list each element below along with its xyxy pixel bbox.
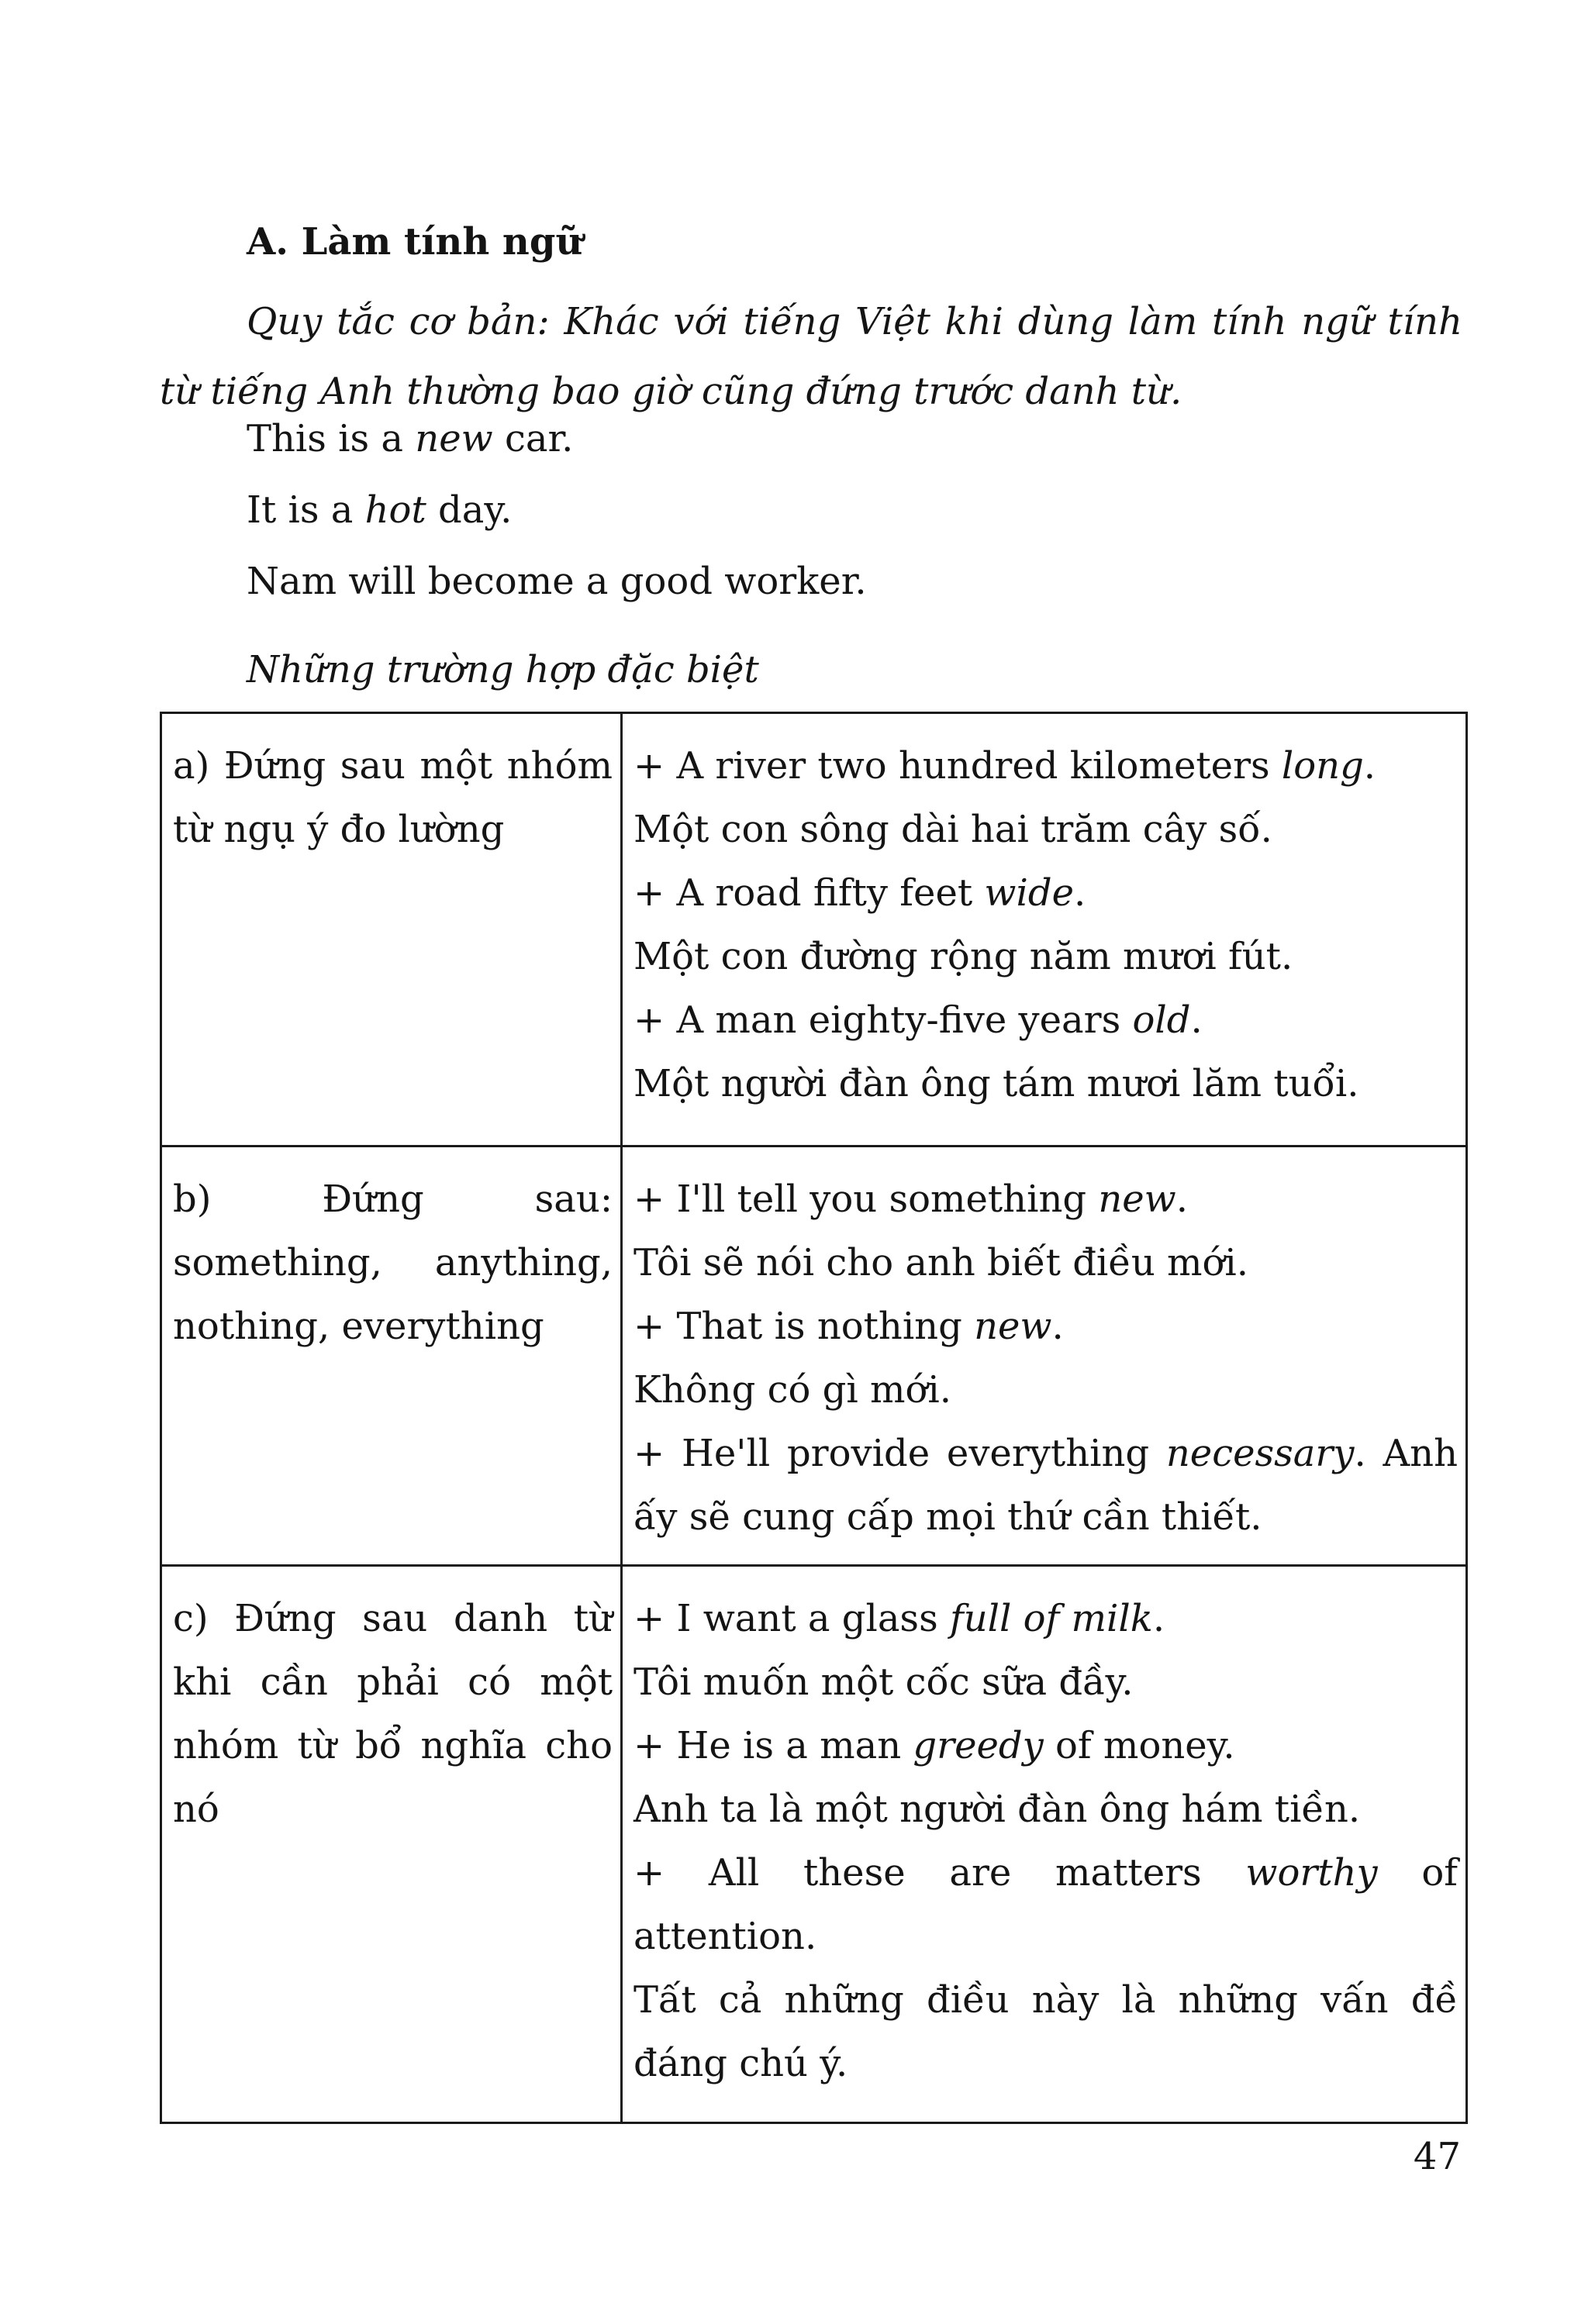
example-line: [633, 1358, 1458, 1422]
example-text: car.: [492, 417, 574, 460]
example-text: + A man eighty-five years: [633, 998, 1133, 1042]
example-line: [633, 1841, 1458, 1968]
example-line: [633, 1714, 1458, 1777]
example-line: [633, 734, 1458, 798]
special-cases-table: [160, 712, 1468, 2124]
example-text: of money.: [1043, 1724, 1235, 1767]
example-text: This is a: [247, 417, 416, 460]
table-row: [161, 1566, 1467, 2123]
example-text: + I'll tell you something: [633, 1178, 1099, 1221]
examples-cell: [622, 1566, 1467, 2123]
special-cases-title: Những trường hợp đặc biệt: [247, 648, 759, 691]
condition-text: b) Đứng sau: something, anything, nothing, everything: [173, 1178, 613, 1348]
example-line: [633, 798, 1458, 861]
example-emphasis: greedy: [913, 1724, 1044, 1767]
example-emphasis: old: [1132, 998, 1191, 1042]
example-text: of attention.: [633, 1851, 1459, 1958]
example-text: + He is a man: [633, 1724, 913, 1767]
example-text: Tôi muốn một cốc sữa đầy.: [633, 1660, 1134, 1704]
example-sentence: [247, 558, 867, 605]
condition-text: c) Đứng sau danh từ khi cần phải có một nhóm từ bổ nghĩa cho nó: [173, 1597, 613, 1831]
example-text: + He'll provide everything: [633, 1432, 1166, 1475]
example-text: Tất cả những điều này là những vấn đề đáng chú ý.: [633, 1978, 1458, 2085]
basic-rule-paragraph: Quy tắc cơ bản: Khác với tiếng Việt khi dùng làm tính ngữ tính từ tiếng Anh thường bao giờ cũng đứng trước danh từ.: [160, 300, 1462, 413]
example-text: . Anh ấy sẽ cung cấp mọi thứ cần thiết.: [633, 1432, 1458, 1539]
example-text: + A road fifty feet: [633, 871, 985, 915]
example-text: .: [1152, 1597, 1165, 1640]
example-line: [633, 1167, 1458, 1231]
example-text: + All these are matters: [633, 1851, 1246, 1895]
example-text: It is a: [247, 488, 365, 532]
example-emphasis: hot: [364, 488, 426, 532]
condition-cell: [161, 713, 622, 1146]
example-line: [633, 1231, 1458, 1295]
example-emphasis: new: [415, 417, 493, 460]
example-line: [633, 1650, 1458, 1714]
table-row: [161, 713, 1467, 1146]
examples-cell: [622, 1146, 1467, 1566]
example-text: .: [1074, 871, 1086, 915]
example-text: Một con sông dài hai trăm cây số.: [633, 808, 1272, 851]
example-text: .: [1051, 1305, 1064, 1348]
example-text: .: [1175, 1178, 1189, 1221]
example-text: .: [1190, 998, 1203, 1042]
table-row: [161, 1146, 1467, 1566]
example-line: [633, 1587, 1458, 1650]
section-heading: A. Làm tính ngữ: [247, 220, 583, 264]
example-line: [633, 988, 1458, 1052]
examples-cell: [622, 713, 1467, 1146]
example-line: [633, 1295, 1458, 1358]
example-text: Anh ta là một người đàn ông hám tiền.: [633, 1788, 1361, 1831]
example-emphasis: new: [974, 1305, 1052, 1348]
example-text: Tôi sẽ nói cho anh biết điều mới.: [633, 1241, 1249, 1284]
example-line: [633, 861, 1458, 925]
example-line: [633, 1422, 1458, 1549]
example-text: Một người đàn ông tám mươi lăm tuổi.: [633, 1062, 1359, 1105]
example-line: [633, 925, 1458, 988]
example-emphasis: full of milk: [949, 1597, 1153, 1640]
example-text: Một con đường rộng năm mươi fút.: [633, 935, 1293, 978]
example-text: + A river two hundred kilometers: [633, 744, 1282, 788]
example-text: + I want a glass: [633, 1597, 950, 1640]
example-line: [633, 1052, 1458, 1115]
example-emphasis: necessary: [1165, 1432, 1355, 1475]
example-line: [633, 1968, 1458, 2095]
condition-cell: [161, 1146, 622, 1566]
example-emphasis: new: [1098, 1178, 1176, 1221]
example-sentence: [247, 487, 512, 533]
page-number: 47: [1413, 2135, 1461, 2178]
example-text: Nam will become a good worker.: [247, 560, 867, 603]
example-emphasis: worthy: [1245, 1851, 1378, 1895]
example-text: .: [1363, 744, 1376, 788]
example-text: + That is nothing: [633, 1305, 975, 1348]
example-text: day.: [426, 488, 513, 532]
condition-cell: [161, 1566, 622, 2123]
example-text: Không có gì mới.: [633, 1368, 951, 1412]
condition-text: a) Đứng sau một nhóm từ ngụ ý đo lường: [173, 744, 613, 851]
example-sentence: [247, 415, 573, 462]
example-line: [633, 1777, 1458, 1841]
example-emphasis: wide: [984, 871, 1074, 915]
example-emphasis: long: [1281, 744, 1364, 788]
